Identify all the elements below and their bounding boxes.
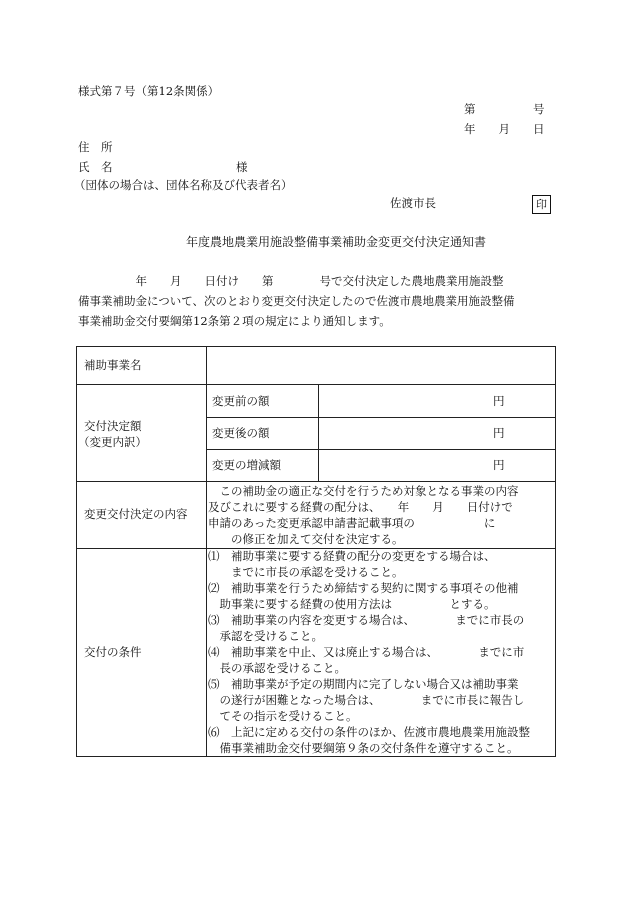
address-label: 住 所: [78, 140, 113, 154]
condition-line: までに市長の承認を受けること。: [208, 565, 404, 579]
decision-line: の修正を加えて交付を決定する。: [208, 532, 404, 546]
condition-line: ⑹ 上記に定める交付の条件のほか、佐渡市農地農業用施設整: [208, 725, 530, 739]
condition-line: 備事業補助金交付要綱第９条の交付条件を遵守すること。: [208, 741, 519, 755]
condition-line: の遂行が困難となった場合は、 までに市長に報告し: [208, 693, 525, 707]
condition-line: 助事業に要する経費の使用方法は とする。: [208, 597, 496, 611]
honorific: 様: [236, 160, 248, 174]
decision-line: 申請のあった変更承認申請書記載事項の に: [208, 516, 496, 530]
diff-amount-yen: 円: [493, 458, 505, 472]
conditions-label: 交付の条件: [84, 645, 142, 659]
condition-line: ⑵ 補助事業を行うため締結する契約に関する事項その他補: [208, 581, 519, 595]
amount-breakdown-label: （変更内訳）: [78, 435, 147, 449]
decision-line: この補助金の適正な交付を行うため対象となる事業の内容: [208, 484, 519, 498]
intro-line: 年 月 日付け 第 号で交付決定した農地農業用施設整: [78, 274, 504, 288]
condition-line: ⑶ 補助事業の内容を変更する場合は、 までに市長の: [208, 613, 525, 627]
before-amount-yen: 円: [493, 394, 505, 408]
condition-line: 承認を受けること。: [208, 629, 323, 643]
decision-line: 及びこれに要する経費の配分は、 年 月 日付けで: [208, 500, 513, 514]
amount-label: 交付決定額: [84, 419, 142, 433]
issuer-name: 佐渡市長: [390, 196, 436, 210]
document-number-label: 第 号: [464, 102, 545, 116]
conditions-content: [208, 548, 557, 756]
condition-line: ⑸ 補助事業が予定の期間内に完了しない場合又は補助事業: [208, 677, 519, 691]
after-amount-yen: 円: [493, 426, 505, 440]
condition-line: ⑷ 補助事業を中止、又は廃止する場合は、 までに市: [208, 645, 525, 659]
group-note: （団体の場合は、団体名称及び代表者名）: [74, 178, 293, 192]
intro-line: 事業補助金交付要綱第12条第２項の規定により通知します。: [78, 314, 391, 328]
condition-line: ⑴ 補助事業に要する経費の配分の変更をする場合は、: [208, 549, 496, 563]
diff-amount-label: 変更の増減額: [212, 458, 281, 472]
project-name-label: 補助事業名: [84, 358, 142, 372]
condition-line: 長の承認を受けること。: [208, 661, 346, 675]
before-amount-label: 変更前の額: [212, 394, 270, 408]
name-label: 氏 名: [78, 160, 113, 174]
condition-line: てその指示を受けること。: [208, 709, 358, 723]
document-date-label: 年 月 日: [464, 122, 545, 136]
decision-label: 変更交付決定の内容: [84, 507, 188, 521]
decision-content: [208, 483, 557, 547]
form-number: 様式第７号（第12条関係）: [78, 84, 220, 98]
after-amount-label: 変更後の額: [212, 426, 270, 440]
seal-stamp: 印: [532, 195, 551, 214]
document-title: 年度農地農業用施設整備事業補助金変更交付決定通知書: [186, 235, 487, 249]
intro-line: 備事業補助金について、次のとおり変更交付決定したので佐渡市農地農業用施設整備: [78, 294, 515, 308]
